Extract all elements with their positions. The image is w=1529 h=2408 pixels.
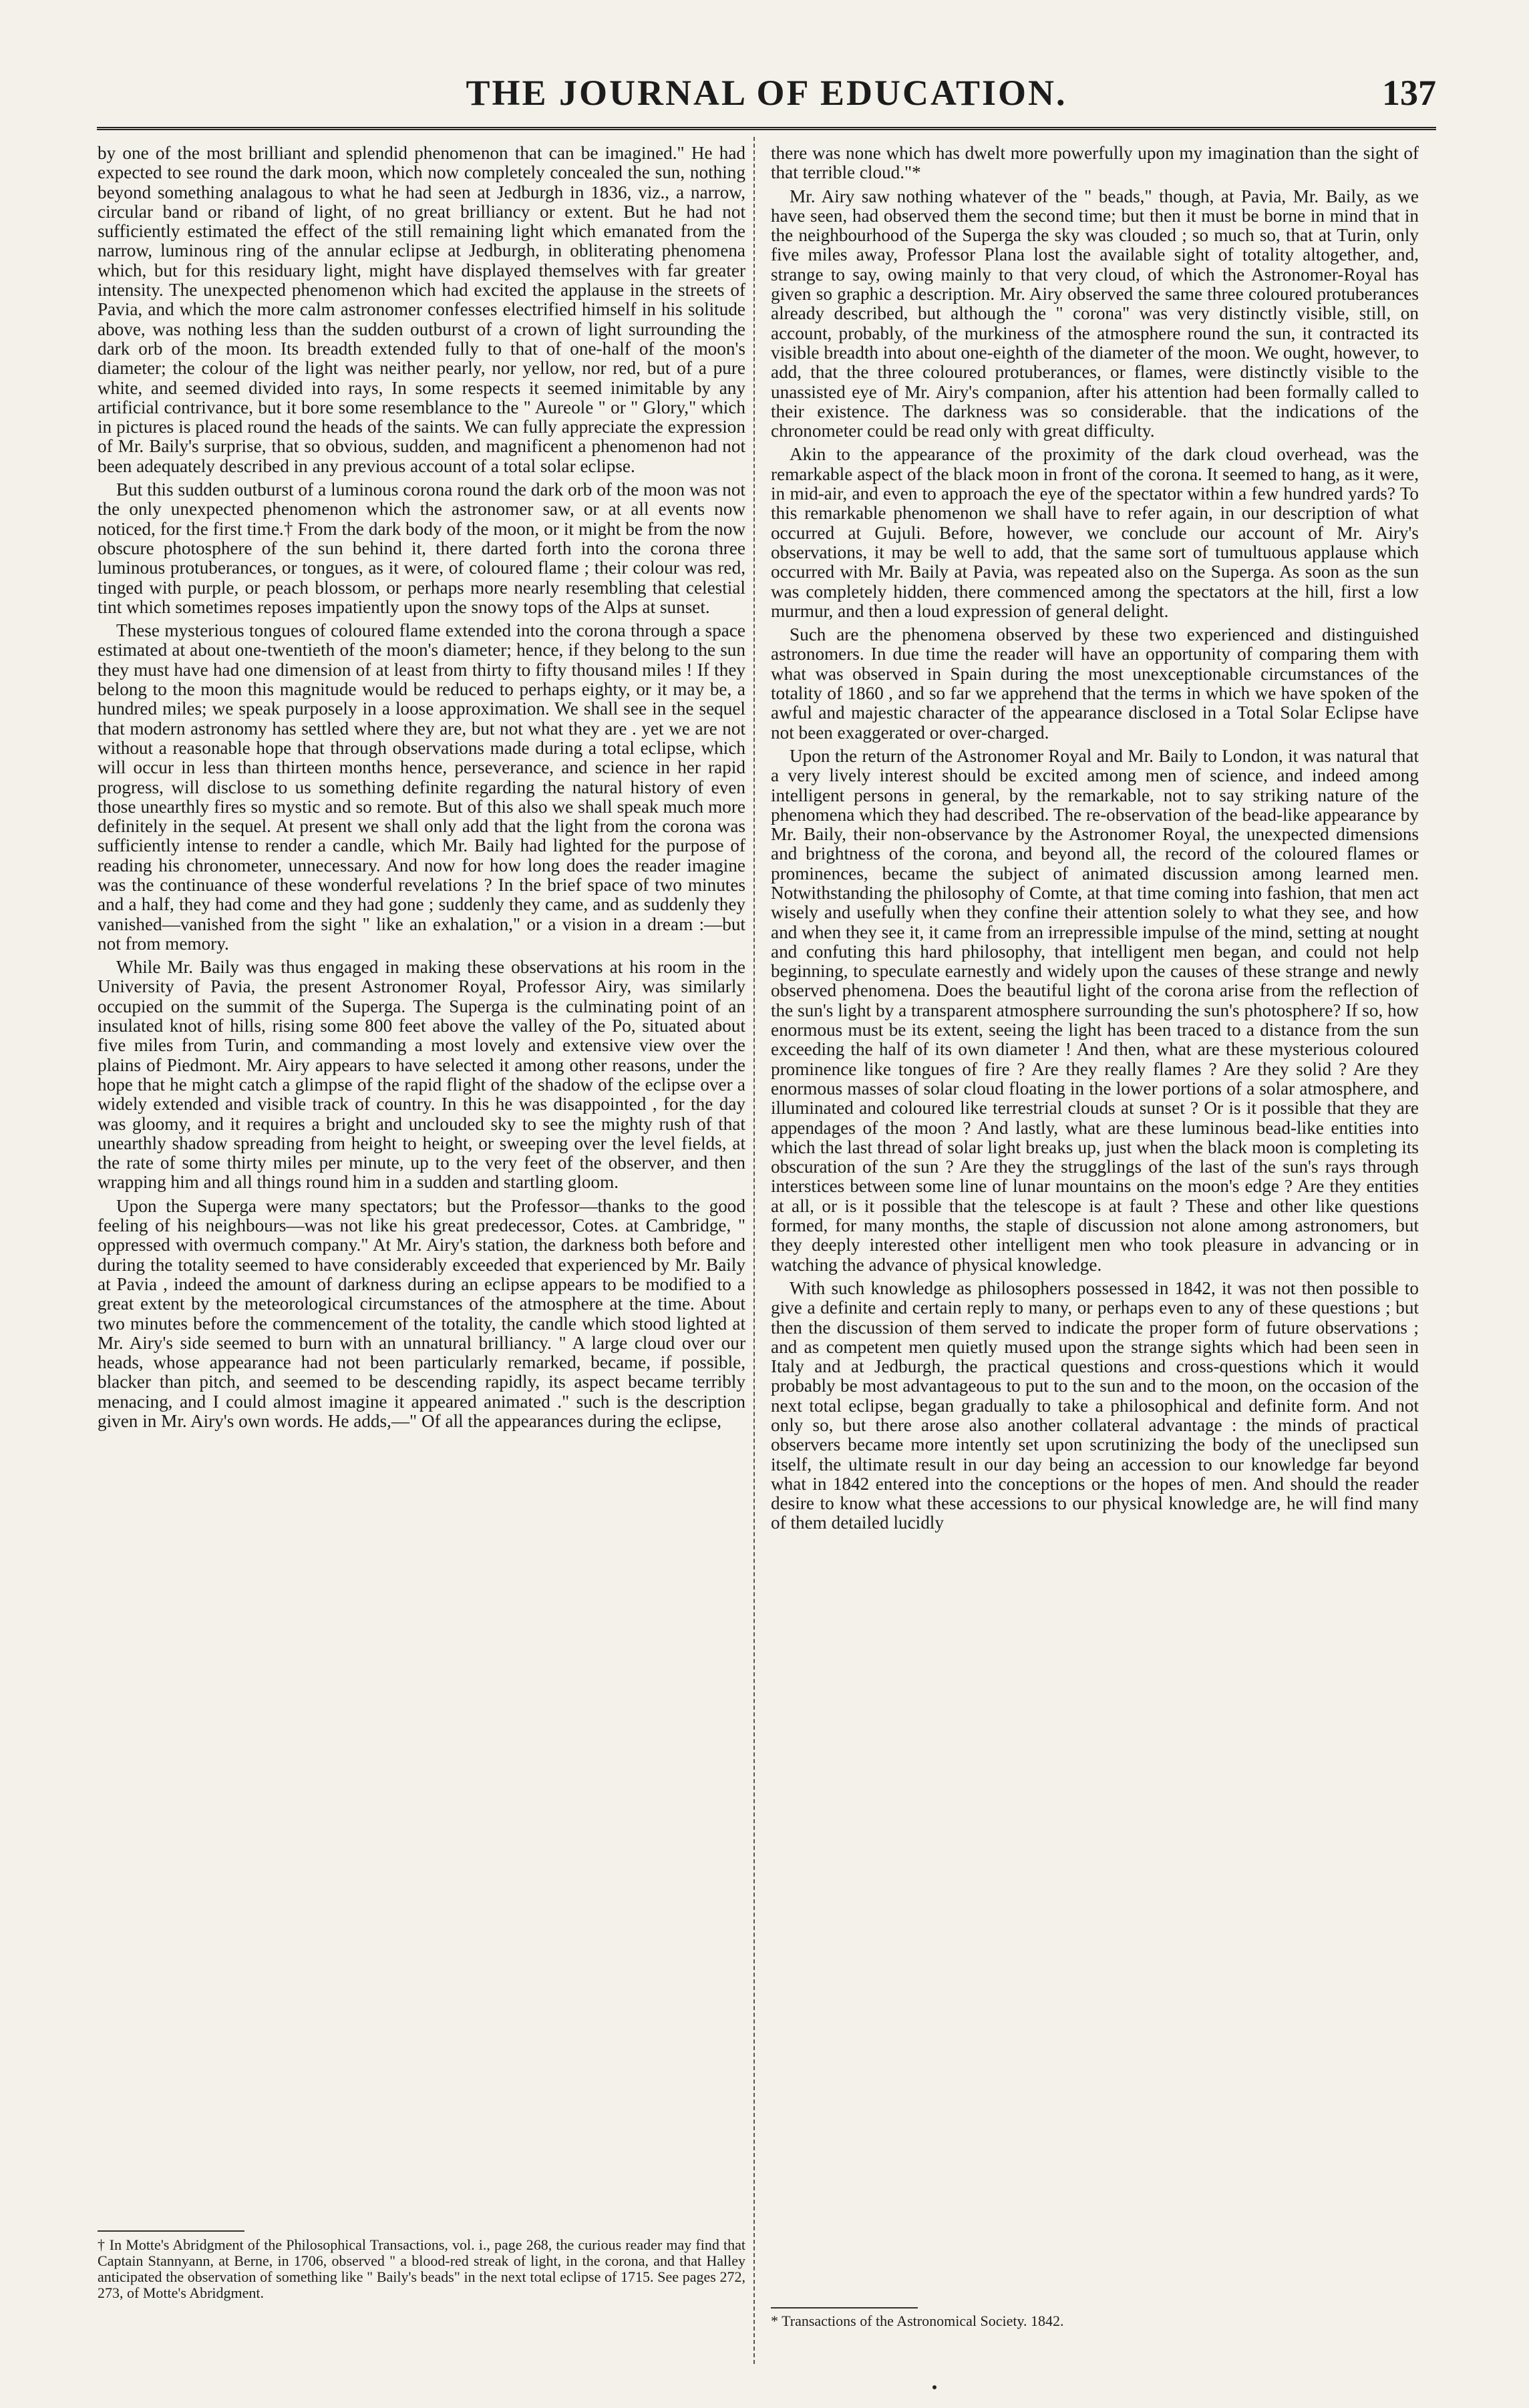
paragraph: But this sudden outburst of a luminous corona round the dark orb of the moon was not the only unexpected phenomenon which the astronomer saw, or at all events now noticed, for the first time.† From the dark body of the moon, or it might be from the now obscure photosphere of the sun behind it, there darted forth into the corona three luminous protuberances, or tongues, as it were, of coloured flame ; their colour was red, tinged with purple, or peach blossom, or perhaps more nearly resembling that celestial tint which sometimes reposes impatiently upon the snowy tops of the Alps at sunset.	[98, 479, 745, 617]
paragraph: Mr. Airy saw nothing whatever of the " beads," though, at Pavia, Mr. Baily, as we have seen, had observed them the second time; but then it must be borne in mind that in the neighbourhood of the Superga the sky was clouded ; so much so, that at Turin, only five miles away, Professor Plana lost the available sight of totality altogether, and, strange to say, owing mainly to that very cloud, of which the Astronomer-Royal has given so graphic a description. Mr. Airy observed the same three coloured protuberances already described, but although the " corona" was very distinctly visible, still, on account, probably, of the murkiness of the atmosphere round the sun, it contracted its visible breadth into about one-eighth of the diameter of the moon. We ought, however, to add, that the three coloured protuberances, or flames, were distinctly visible to the unassisted eye of Mr. Airy's companion, after his attention had been formally called to their existence. The darkness was so considerable. that the indications of the chronometer could be read only with great difficulty.	[771, 186, 1419, 441]
page-mark	[932, 2385, 937, 2389]
footnote: † In Motte's Abridgment of the Philosophical Transactions, vol. i., page 268, the curious reader may find that Captain Stannyann, at Berne, in 1706, observed " a blood-red streak of light, in the corona, and that Halley anticipated the observation of something like " Baily's beads" in the next total eclipse of 1715. See pages 272, 273, of Motte's Abridgment.	[98, 2236, 745, 2301]
paragraph: Akin to the appearance of the proximity of the dark cloud overhead, was the remarkable aspect of the black moon in front of the corona. It seemed to hang, as it were, in mid-air, and even to approach the eye of the spectator within a few hundred yards? To this remarkable phenomenon we shall have to refer again, in our description of what occurred at Gujuli. Before, however, we conclude our account of Mr. Airy's observations, it may be well to add, that the same sort of tumultuous applause which occurred with Mr. Baily at Pavia, was repeated also on the Superga. As soon as the sun was completely hidden, there commenced among the spectators at the hill, first a low murmur, and then a loud expression of general delight.	[771, 444, 1419, 621]
paragraph: Upon the return of the Astronomer Royal and Mr. Baily to London, it was natural that a very lively interest should be excited among men of science, and indeed among intelligent persons in general, by the remarkable, not to say striking nature of the phenomena which they had described. The re-observation of the bead-like appearance by Mr. Baily, their non-observance by the Astronomer Royal, the unexpected dimensions and brightness of the corona, and beyond all, the record of the coloured flames or prominences, became the subject of animated discussion among learned men. Notwithstanding the philosophy of Comte, at that time coming into fashion, that men act wisely and usefully when they confine their attention solely to what they see, and how and when they see it, it came from an irrepressible impulse of the mind, setting at nought and confuting this hard philosophy, that intelligent men began, and could not help beginning, to speculate earnestly and widely upon the causes of these strange and newly observed phenomena. Does the beautiful light of the corona arise from the reflection of the sun's light by a transparent atmosphere surrounding the sun's photosphere? If so, how enormous must be its extent, seeing the light has been traced to a distance from the sun exceeding the half of its own diameter ! And then, what are these mysterious coloured prominence like tongues of fire ? Are they really flames ? Are they solid ? Are they enormous masses of solar cloud floating in the lower portions of a solar atmosphere, and illuminated and coloured like terrestrial clouds at sunset ? Or is it possible that they are appendages of the moon ? And lastly, what are these luminous bead-like entities into which the last thread of solar light breaks up, just when the black moon is completing its obscuration of the sun ? Are they the strugglings of the last of the sun's rays through interstices between some line of lunar mountains on the moon's edge ? Are they entities at all, or is it possible that the telescope is at fault ? These and other like questions formed, for many months, the staple of discussion not alone among astronomers, but they deeply interested other intelligent men who took pleasure in advancing or in watching the advance of physical knowledge.	[771, 745, 1419, 1275]
page-number: 137	[1382, 73, 1436, 113]
left-column	[98, 144, 745, 1435]
paragraph: With such knowledge as philosophers possessed in 1842, it was not then possible to give a definite and certain reply to many, or perhaps even to any of these questions ; but then the discussion of them served to indicate the proper form of future observations ; and as competent men quietly mused upon the strange sights which had been seen in Italy and at Jedburgh, the practical questions and cross-questions which it would probably be most advantageous to put to the sun and to the moon, on the occasion of the next total eclipse, began gradually to take a philosophical and definite form. And not only so, but there arose also another collateral advantage : the minds of practical observers became more intently set upon scrutinizing the body of the uneclipsed sun itself, the ultimate result in our day being an accession to our knowledge far beyond what in 1842 entered into the conceptions or the hopes of men. And should the reader desire to know what these accessions to our physical knowledge are, he will find many of them detailed lucidly	[771, 1277, 1419, 1533]
right-column	[771, 144, 1419, 1537]
footnotes-left	[98, 2230, 745, 2301]
paragraph: Upon the Superga were many spectators; but the Professor—thanks to the good feeling of his neighbours—was not like his great predecessor, Cotes. at Cambridge, " oppressed with overmuch company." At Mr. Airy's station, the darkness both before and during the totality seemed to have considerably exceeded that experienced by Mr. Baily at Pavia , indeed the amount of darkness during an eclipse appears to be modified to a great extent by the meteorological circumstances of the atmosphere at the time. About two minutes before the commencement of the totality, the candle which stood lighted at Mr. Airy's side seemed to burn with an unnatural brilliancy. " A large cloud over our heads, whose appearance had not been particularly remarked, became, if possible, blacker than pitch, and seemed to be descending rapidly, its aspect became terribly menacing, and I could almost imagine it appeared animated ." such is the description given in Mr. Airy's own words. He adds,—" Of all the appearances during the eclipse,	[98, 1195, 745, 1431]
paragraph: Such are the phenomena observed by these two experienced and distinguished astronomers. In due time the reader will have an opportunity of comparing them with what was observed in Spain during the most unexceptionable circumstances of the totality of 1860 , and so far we apprehend that the terms in which we have spoken of the awful and majestic character of the appearance disclosed in a Total Solar Eclipse have not been exaggerated or over-charged.	[771, 624, 1419, 743]
header-rule	[97, 127, 1436, 130]
paragraph: there was none which has dwelt more powerfully upon my imagination than the sight of that terrible cloud."*	[771, 143, 1419, 183]
footnote-rule	[771, 2307, 918, 2309]
footnotes-right	[771, 2307, 1419, 2330]
footnote: * Transactions of the Astronomical Society. 1842.	[771, 2313, 1064, 2329]
column-divider	[753, 137, 755, 2364]
paragraph: by one of the most brilliant and splendid phenomenon that can be imagined." He had expected to see round the dark moon, which now completely concealed the sun, nothing beyond something analagous to what he had seen at Jedburgh in 1836, viz., a narrow, circular band or riband of light, of no great brilliancy or extent. But he had not sufficiently estimated the effect of the still remaining light which emanated from the narrow, luminous ring of the annular eclipse at Jedburgh, in obliterating phenomena which, but for this residuary light, might have displayed themselves with far greater intensity. The unexpected phenomenon which had excited the applause in the streets of Pavia, and which the more calm astronomer confesses electrified himself in his solitude above, was nothing less than the sudden outburst of a crown of light surrounding the dark orb of the moon. Its breadth extended fully to that of one-half of the moon's diameter; the colour of the light was neither pearly, nor yellow, nor red, but of a pure white, and seemed divided into rays, In some respects it seemed inimitable by any artificial contrivance, but it bore some resemblance to the " Aureole " or " Glory," which in pictures is placed round the heads of the saints. We can fully appreciate the expression of Mr. Baily's surprise, that so obvious, sudden, and magnificent a phenomenon had not been adequately described in any previous account of a total solar eclipse.	[98, 143, 745, 476]
paragraph: These mysterious tongues of coloured flame extended into the corona through a space estimated at about one-twentieth of the moon's diameter; hence, if they belong to the sun they must have had one dimension of at least from thirty to fifty thousand miles ! If they belong to the moon this magnitude would be reduced to perhaps eighty, or it may be, a hundred miles; we speak purposely in a loose approximation. We shall see in the sequel that modern astronomy has settled where they are, but not what they are . yet we are not without a reasonable hope that through observations made during a total eclipse, which will occur in less than thirteen months hence, perseverance, and science in her rapid progress, will disclose to us something definite regarding the natural history of even those unearthly fires so mystic and so remote. But of this also we shall speak much more definitely in the sequel. At present we shall only add that the light from the corona was sufficiently intense to render a candle, which Mr. Baily had lighted for the purpose of reading his chronometer, unnecessary. And now for how long does the reader imagine was the continuance of these wonderful revelations ? In the brief space of two minutes and a half, they had come and they had gone ; suddenly they came, and as suddenly they vanished—vanished from the sight " like an exhalation," or a vision in a dream :—but not from memory.	[98, 620, 745, 954]
footnote-rule	[98, 2230, 244, 2232]
running-title: THE JOURNAL OF EDUCATION.	[466, 73, 1067, 113]
page-header	[97, 53, 1436, 120]
paragraph: While Mr. Baily was thus engaged in making these observations at his room in the University of Pavia, the present Astronomer Royal, Professor Airy, was similarly occupied on the summit of the Superga. The Superga is the culminating point of an insulated knot of hills, rising some 800 feet above the valley of the Po, situated about five miles from Turin, and commanding a most lovely and extensive view over the plains of Piedmont. Mr. Airy appears to have selected it among other reasons, under the hope that he might catch a glimpse of the rapid flight of the shadow of the eclipse over a widely extended and visible track of country. In this he was disappointed , for the day was gloomy, and it requires a bright and unclouded sky to see the mighty rush of that unearthly shadow spreading from height to height, or sweeping over the level fields, at the rate of some thirty miles per minute, up to the very feet of the observer, and then wrapping him and all things round him in a sudden and startling gloom.	[98, 957, 745, 1193]
